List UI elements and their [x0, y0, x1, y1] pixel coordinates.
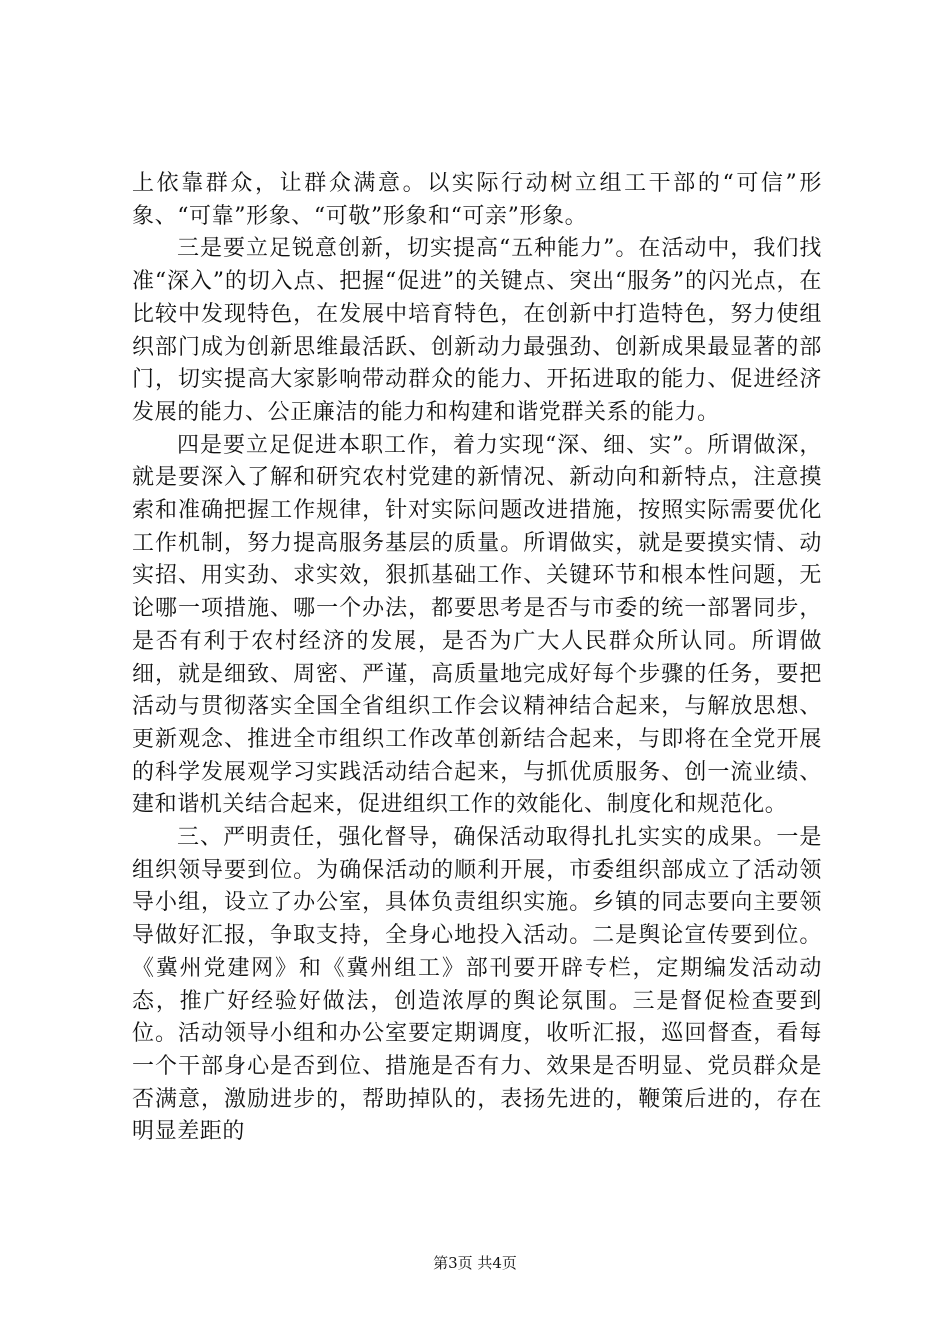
paragraph-work-depth: 四是要立足促进本职工作，着力实现“深、细、实”。所谓做深，就是要深入了解和研究农村党建的新情况、新动向和新特点，注意摸索和准确把握工作规律，针对实际问题改进措施，按照实际需要优化工作机制，努力提高服务基层的质量。所谓做实，就是要摸实情、动实招、用实劲、求实效，狠抓基础工作、关键环节和根本性问题，无论哪一项措施、哪一个办法，都要思考是否与市委的统一部署同步，是否有利于农村经济的发展，是否为广大人民群众所认同。所谓做细，就是细致、周密、严谨，高质量地完成好每个步骤的任务，要把活动与贯彻落实全国全省组织工作会议精神结合起来，与解放思想、更新观念、推进全市组织工作改革创新结合起来，与即将在全党开展的科学发展观学习实践活动结合起来，与抓优质服务、创一流业绩、建和谐机关结合起来，促进组织工作的效能化、制度化和规范化。: [132, 432, 822, 818]
page-number-footer: 第3页 共4页: [433, 1254, 517, 1272]
paragraph-continuation: 上依靠群众，让群众满意。以实际行动树立组工干部的“可信”形象、“可靠”形象、“可敬”形象和“可亲”形象。: [132, 171, 822, 229]
document-body: [132, 168, 822, 1149]
paragraph-innovation: 三是要立足锐意创新，切实提高“五种能力”。在活动中，我们找准“深入”的切入点、把握“促进”的关键点、突出“服务”的闪光点，在比较中发现特色，在发展中培育特色，在创新中打造特色，努力使组织部门成为创新思维最活跃、创新动力最强劲、创新成果最显著的部门，切实提高大家影响带动群众的能力、开拓进取的能力、促进经济发展的能力、公正廉洁的能力和构建和谐党群关系的能力。: [132, 236, 822, 425]
paragraph-responsibility: 三、严明责任，强化督导，确保活动取得扎扎实实的成果。一是组织领导要到位。为确保活动的顺利开展，市委组织部成立了活动领导小组，设立了办公室，具体负责组织实施。乡镇的同志要向主要领导做好汇报，争取支持，全身心地投入活动。二是舆论宣传要到位。《冀州党建网》和《冀州组工》部刊要开辟专栏，定期编发活动动态，推广好经验好做法，创造浓厚的舆论氛围。三是督促检查要到位。活动领导小组和办公室要定期调度，收听汇报，巡回督查，看每一个干部身心是否到位、措施是否有力、效果是否明显、党员群众是否满意，激励进步的，帮助掉队的，表扬先进的，鞭策后进的，存在明显差距的: [132, 825, 822, 1145]
